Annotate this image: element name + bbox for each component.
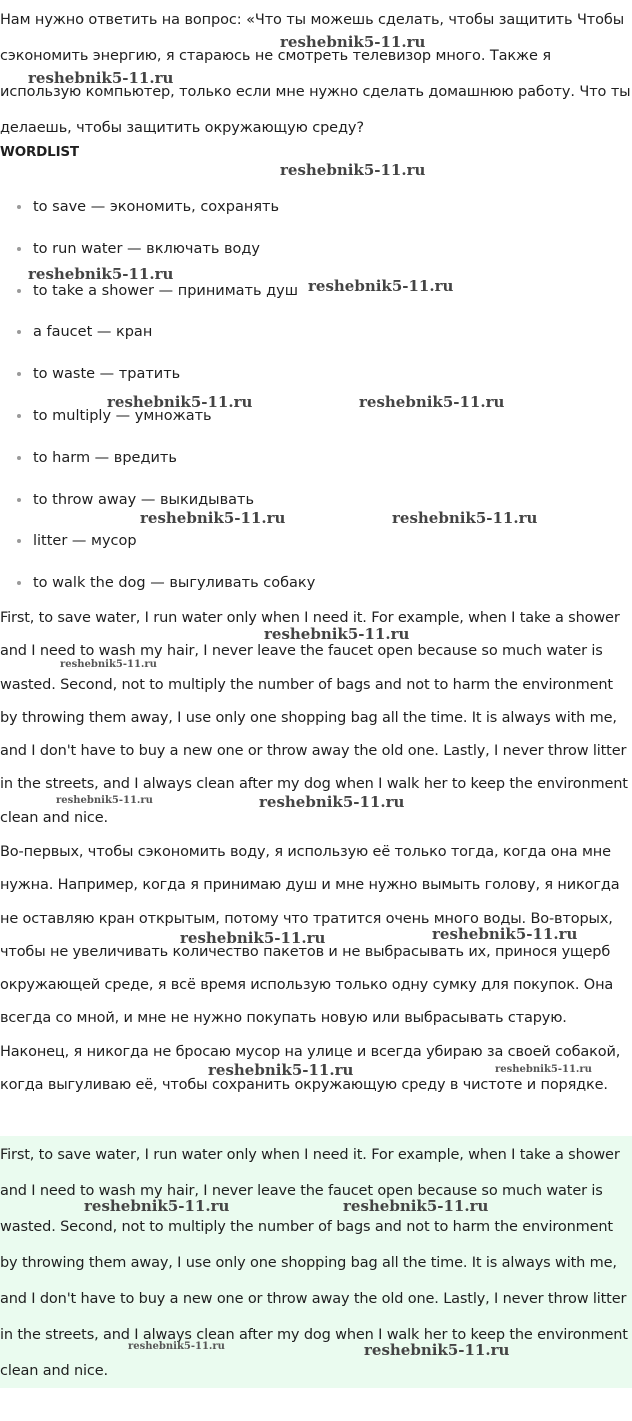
- watermark: reshebnik5-11.ru: [343, 1197, 489, 1215]
- watermark: reshebnik5-11.ru: [140, 509, 286, 527]
- wordlist-item: [0, 483, 632, 525]
- watermark: reshebnik5-11.ru: [56, 795, 153, 806]
- bullet-icon: [17, 581, 21, 585]
- bullet-icon: [17, 247, 21, 251]
- wordlist-item: [0, 357, 632, 399]
- bullet-icon: [17, 205, 21, 209]
- watermark: reshebnik5-11.ru: [308, 277, 454, 295]
- wordlist-item-text: to take a shower — принимать душ: [33, 282, 299, 299]
- wordlist-item-text: litter — мусор: [33, 533, 137, 550]
- watermark: reshebnik5-11.ru: [180, 929, 326, 947]
- wordlist-item: [0, 315, 632, 357]
- watermark: reshebnik5-11.ru: [359, 393, 505, 411]
- wordlist-item-text: to run water — включать воду: [33, 240, 261, 257]
- paragraph-russian: Во-первых, чтобы сэкономить воду, я использую её только тогда, когда она мне нужна. Например, когда я принимаю душ и мне нужно вымыть голову, я никогда не оставляю кран открытым, потому что тратится очень много воды. Во-вторых, чтобы не увеличивать количество пакетов и не выбрасывать их, принося ущерб окружающей среде, я всё время использую только одну сумку для покупок. Она всегда со мной, и мне не нужно покупать новую или выбрасывать старую. Наконец, я никогда не бросаю мусор на улице и всегда убираю за своей собакой, когда выгуливаю её, чтобы сохранить окружающую среду в чистоте и порядке.: [0, 844, 621, 1094]
- bullet-icon: [17, 289, 21, 293]
- bullet-icon: [17, 498, 21, 502]
- wordlist-item: [0, 441, 632, 483]
- watermark: reshebnik5-11.ru: [432, 925, 578, 943]
- watermark: reshebnik5-11.ru: [28, 265, 174, 283]
- wordlist: [0, 190, 632, 608]
- watermark: reshebnik5-11.ru: [259, 793, 405, 811]
- intro-text: Нам нужно ответить на вопрос: «Что ты можешь сделать, чтобы защитить Чтобы сэкономить энергию, я стараюсь не смотреть телевизор много. Также я использую компьютер, только если мне нужно сделать домашнюю работу. Что ты делаешь, чтобы защитить окружающую среду?: [0, 12, 631, 136]
- bullet-icon: [17, 330, 21, 334]
- wordlist-item: [0, 524, 632, 566]
- wordlist-item: [0, 274, 632, 316]
- watermark: reshebnik5-11.ru: [84, 1197, 230, 1215]
- watermark: reshebnik5-11.ru: [264, 625, 410, 643]
- watermark: reshebnik5-11.ru: [392, 509, 538, 527]
- wordlist-item: [0, 232, 632, 274]
- watermark: reshebnik5-11.ru: [28, 69, 174, 87]
- wordlist-item-text: to throw away — выкидывать: [33, 491, 255, 508]
- wordlist-item: [0, 190, 632, 232]
- wordlist-item-text: to harm — вредить: [33, 449, 177, 466]
- watermark: reshebnik5-11.ru: [128, 1341, 225, 1352]
- wordlist-item-text: to multiply — умножать: [33, 407, 212, 424]
- watermark: reshebnik5-11.ru: [280, 33, 426, 51]
- bullet-icon: [17, 372, 21, 376]
- watermark: reshebnik5-11.ru: [60, 659, 157, 670]
- wordlist-item-text: to walk the dog — выгуливать собаку: [33, 575, 316, 592]
- paragraph-highlighted: First, to save water, I run water only when I need it. For example, when I take a shower and I need to wash my hair, I never leave the faucet open because so much water is wasted. Second, not to multiply the number of bags and not to harm the environment by throwing them away, I use only one shopping bag all the time. It is always with me, and I don't have to buy a new one or throw away the old one. Lastly, I never throw litter in the streets, and I always clean after my dog when I walk her to keep the environment clean and nice.: [0, 1147, 628, 1379]
- watermark: reshebnik5-11.ru: [280, 161, 426, 179]
- wordlist-item-text: to waste — тратить: [33, 366, 181, 383]
- watermark: reshebnik5-11.ru: [107, 393, 253, 411]
- bullet-icon: [17, 456, 21, 460]
- watermark: reshebnik5-11.ru: [495, 1064, 592, 1075]
- paragraph-english: First, to save water, I run water only when I need it. For example, when I take a shower and I need to wash my hair, I never leave the faucet open because so much water is wasted. Second, not to multiply the number of bags and not to harm the environment by throwing them away, I use only one shopping bag all the time. It is always with me, and I don't have to buy a new one or throw away the old one. Lastly, I never throw litter in the streets, and I always clean after my dog when I walk her to keep the environment clean and nice.: [0, 610, 628, 826]
- watermark: reshebnik5-11.ru: [364, 1341, 510, 1359]
- wordlist-item: [0, 399, 632, 441]
- wordlist-item-text: a faucet — кран: [33, 324, 153, 341]
- wordlist-heading: WORDLIST: [0, 144, 79, 160]
- bullet-icon: [17, 539, 21, 543]
- watermark: reshebnik5-11.ru: [208, 1061, 354, 1079]
- bullet-icon: [17, 414, 21, 418]
- wordlist-item-text: to save — экономить, сохранять: [33, 199, 280, 215]
